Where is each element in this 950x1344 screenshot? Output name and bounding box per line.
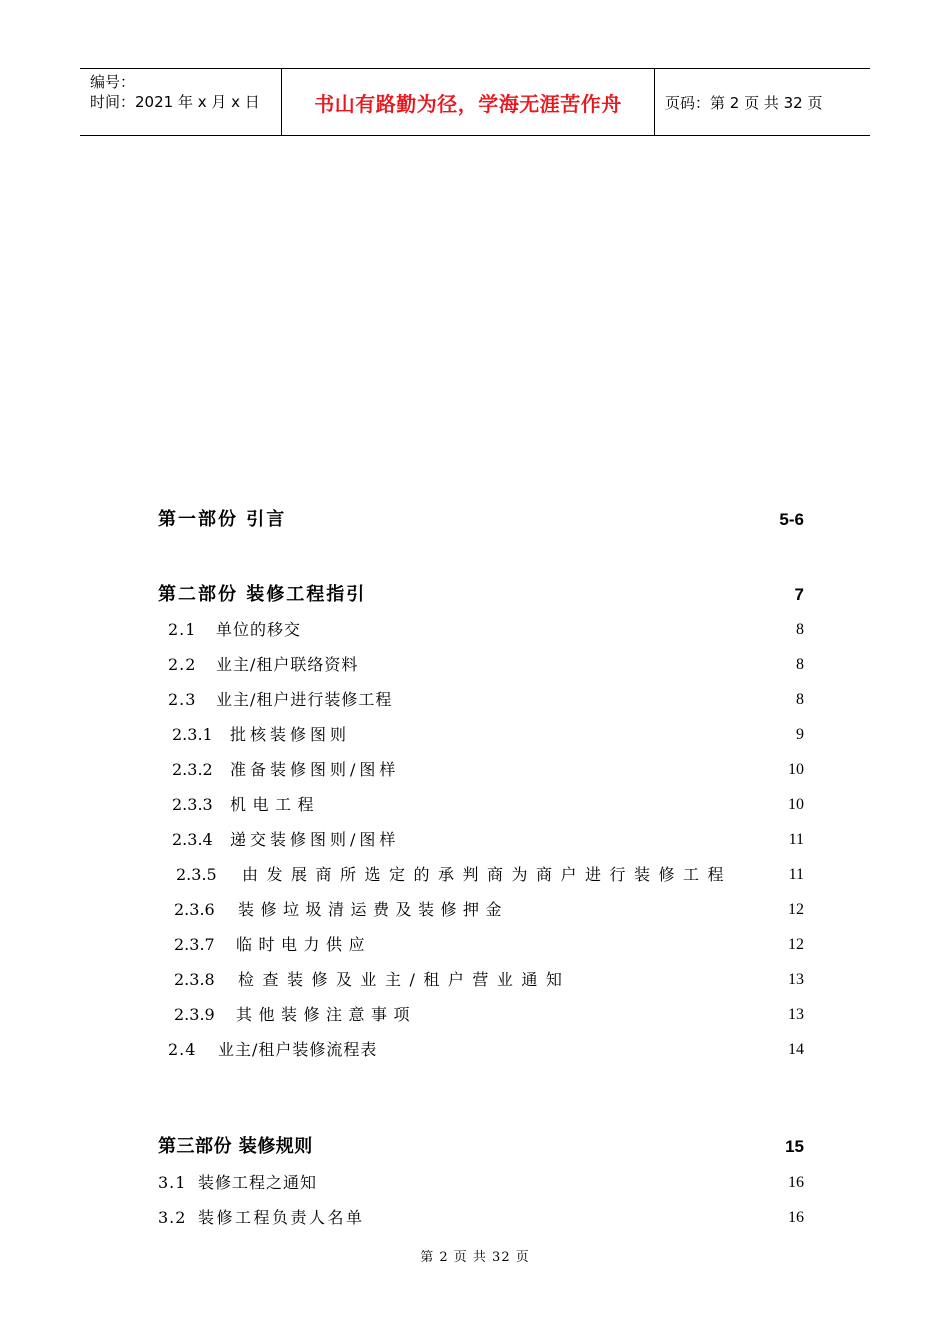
toc-number: 2.3.8 <box>174 970 215 989</box>
toc-number: 3.2 <box>158 1208 187 1227</box>
toc-page: 11 <box>788 831 804 848</box>
toc-title: 准备装修图则/图样 <box>230 760 400 779</box>
page-header <box>80 68 870 136</box>
toc-page: 10 <box>788 761 804 778</box>
toc-entry-2-3-3[interactable] <box>0 791 950 819</box>
toc-number: 2.3.3 <box>172 795 213 814</box>
date-label: 时间：2021 年 x 月 x 日 <box>90 93 260 111</box>
header-page-info-cell <box>655 69 870 135</box>
toc-number: 2.3.1 <box>172 725 213 744</box>
toc-entry-2-3[interactable] <box>0 686 950 714</box>
toc-page: 5-6 <box>779 510 804 529</box>
toc-entry-2-4[interactable] <box>0 1036 950 1064</box>
toc-title: 业主/租户进行装修工程 <box>216 690 393 709</box>
toc-page: 10 <box>788 796 804 813</box>
toc-page: 13 <box>788 971 804 988</box>
toc-entry-2-3-4[interactable] <box>0 826 950 854</box>
toc-entry-2-3-5[interactable] <box>0 861 950 889</box>
toc-title: 由发展商所选定的承判商为商户进行装修工程 <box>242 865 733 884</box>
header-page-info: 页码：第 2 页 共 32 页 <box>665 93 823 112</box>
toc-entry-3-2[interactable] <box>0 1204 950 1232</box>
toc-title: 业主/租户联络资料 <box>216 655 359 674</box>
toc-number: 2.3.2 <box>172 760 213 779</box>
toc-page: 16 <box>788 1209 804 1226</box>
toc-entry-2-3-9[interactable] <box>0 1001 950 1029</box>
toc-page: 13 <box>788 1006 804 1023</box>
page-footer: 第 2 页 共 32 页 <box>420 1250 530 1265</box>
toc-page: 8 <box>796 656 804 673</box>
header-meta <box>80 69 282 135</box>
toc-part-1[interactable] <box>0 506 950 534</box>
header-motto: 书山有路勤为径，学海无涯苦作舟 <box>314 91 622 116</box>
toc-entry-2-3-7[interactable] <box>0 931 950 959</box>
toc-entry-2-3-6[interactable] <box>0 896 950 924</box>
toc-title: 装修工程负责人名单 <box>198 1208 365 1227</box>
toc-part-2[interactable] <box>0 581 950 609</box>
toc-page: 8 <box>796 621 804 638</box>
toc-number: 2.4 <box>168 1040 197 1059</box>
toc-page: 15 <box>785 1137 804 1156</box>
toc-title: 其他装修注意事项 <box>236 1005 417 1024</box>
toc-entry-2-3-1[interactable] <box>0 721 950 749</box>
toc-title: 机电工程 <box>230 795 321 814</box>
toc-entry-2-3-8[interactable] <box>0 966 950 994</box>
toc-number: 2.2 <box>168 655 197 674</box>
toc-title: 批核装修图则 <box>230 725 351 744</box>
toc-number: 2.3.4 <box>172 830 213 849</box>
toc-number: 2.3.5 <box>176 865 217 884</box>
toc-title: 第三部份 装修规则 <box>158 1136 313 1157</box>
toc-page: 9 <box>796 726 804 743</box>
toc-entry-3-1[interactable] <box>0 1169 950 1197</box>
toc-number: 2.3.9 <box>174 1005 215 1024</box>
header-motto-cell <box>282 69 655 135</box>
toc-page: 11 <box>788 866 804 883</box>
toc-title: 第二部份 装修工程指引 <box>158 584 367 605</box>
toc-entry-2-2[interactable] <box>0 651 950 679</box>
toc-title: 临时电力供应 <box>236 935 372 954</box>
toc-page: 12 <box>788 936 804 953</box>
toc-page: 8 <box>796 691 804 708</box>
toc-page: 12 <box>788 901 804 918</box>
toc-title: 装修垃圾清运费及装修押金 <box>238 900 509 919</box>
toc-title: 装修工程之通知 <box>198 1173 318 1192</box>
toc-page: 14 <box>788 1041 804 1058</box>
toc-page: 16 <box>788 1174 804 1191</box>
toc-number: 2.3.6 <box>174 900 215 919</box>
toc-page: 7 <box>794 585 804 604</box>
toc-number: 3.1 <box>158 1173 187 1192</box>
toc-number: 2.3 <box>168 690 197 709</box>
toc-number: 2.3.7 <box>174 935 215 954</box>
toc-number: 2.1 <box>168 620 197 639</box>
toc-entry-2-3-2[interactable] <box>0 756 950 784</box>
toc-part-3[interactable] <box>0 1133 950 1161</box>
toc-title: 第一部份 引言 <box>158 509 287 530</box>
toc-entry-2-1[interactable] <box>0 616 950 644</box>
serial-label: 编号： <box>90 73 136 91</box>
toc-title: 检查装修及业主/租户营业通知 <box>238 970 571 989</box>
toc-title: 业主/租户装修流程表 <box>218 1040 378 1059</box>
toc-title: 递交装修图则/图样 <box>230 830 400 849</box>
toc-title: 单位的移交 <box>216 620 302 639</box>
